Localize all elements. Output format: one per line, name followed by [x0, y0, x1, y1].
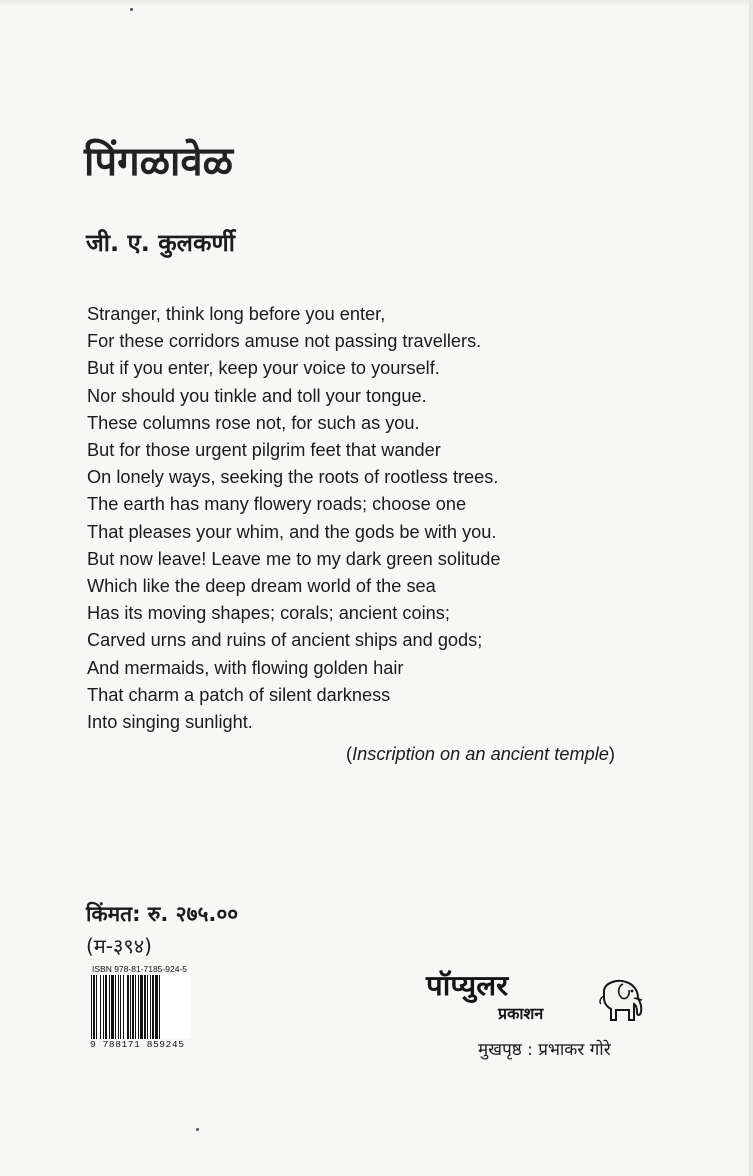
poem-line: Has its moving shapes; corals; ancient coins; [87, 603, 450, 624]
elephant-icon [596, 976, 646, 1024]
poem-line: Into singing sunlight. [87, 712, 253, 733]
poem-line: But if you enter, keep your voice to yourself. [87, 358, 440, 379]
poem-text [87, 301, 501, 736]
poem-line: The earth has many flowery roads; choose one [87, 494, 467, 515]
book-title: पिंगळावेळ [84, 139, 233, 185]
print-speck [196, 1128, 199, 1131]
poem-line: But for those urgent pilgrim feet that wander [87, 440, 441, 461]
cover-credit: मुखपृष्ठ : प्रभाकर गोरे [478, 1040, 611, 1060]
poem-line: On lonely ways, seeking the roots of rootless trees. [87, 467, 499, 488]
publisher-logo-subtitle: प्रकाशन [498, 1004, 544, 1023]
poem-line: These columns rose not, for such as you. [87, 412, 420, 433]
author-name: जी. ए. कुलकर्णी [86, 229, 235, 257]
poem-line: That pleases your whim, and the gods be with you. [87, 521, 497, 542]
poem-line: But now leave! Leave me to my dark green solitude [87, 548, 501, 569]
poem-line: For these corridors amuse not passing travellers. [87, 331, 482, 352]
page-top-edge [0, 0, 753, 6]
poem-source-close: ) [608, 744, 615, 764]
catalog-code: (म-३९४) [86, 934, 152, 958]
poem-source-open: ( [346, 744, 353, 764]
price-label: किंमत: रु. २७५.०० [86, 902, 239, 926]
poem-line: Nor should you tinkle and toll your tongue. [87, 385, 427, 406]
poem-line: That charm a patch of silent darkness [87, 684, 391, 705]
poem-line: Which like the deep dream world of the sea [87, 576, 436, 597]
isbn-label: ISBN 978-81-7185-924-5 [92, 964, 187, 974]
print-speck [130, 8, 133, 11]
poem-source [346, 744, 615, 765]
publisher-logo-text: पॉप्युलर [426, 969, 509, 1002]
poem-line: Carved urns and ruins of ancient ships and gods; [87, 630, 483, 651]
poem-source-text: Inscription on an ancient temple [352, 744, 609, 764]
poem-line: And mermaids, with flowing golden hair [87, 657, 404, 678]
poem-line: Stranger, think long before you enter, [87, 304, 386, 324]
isbn-barcode [90, 975, 190, 1039]
page-right-edge [749, 0, 753, 1176]
barcode-digits: 9 788171 859245 [90, 1039, 185, 1050]
